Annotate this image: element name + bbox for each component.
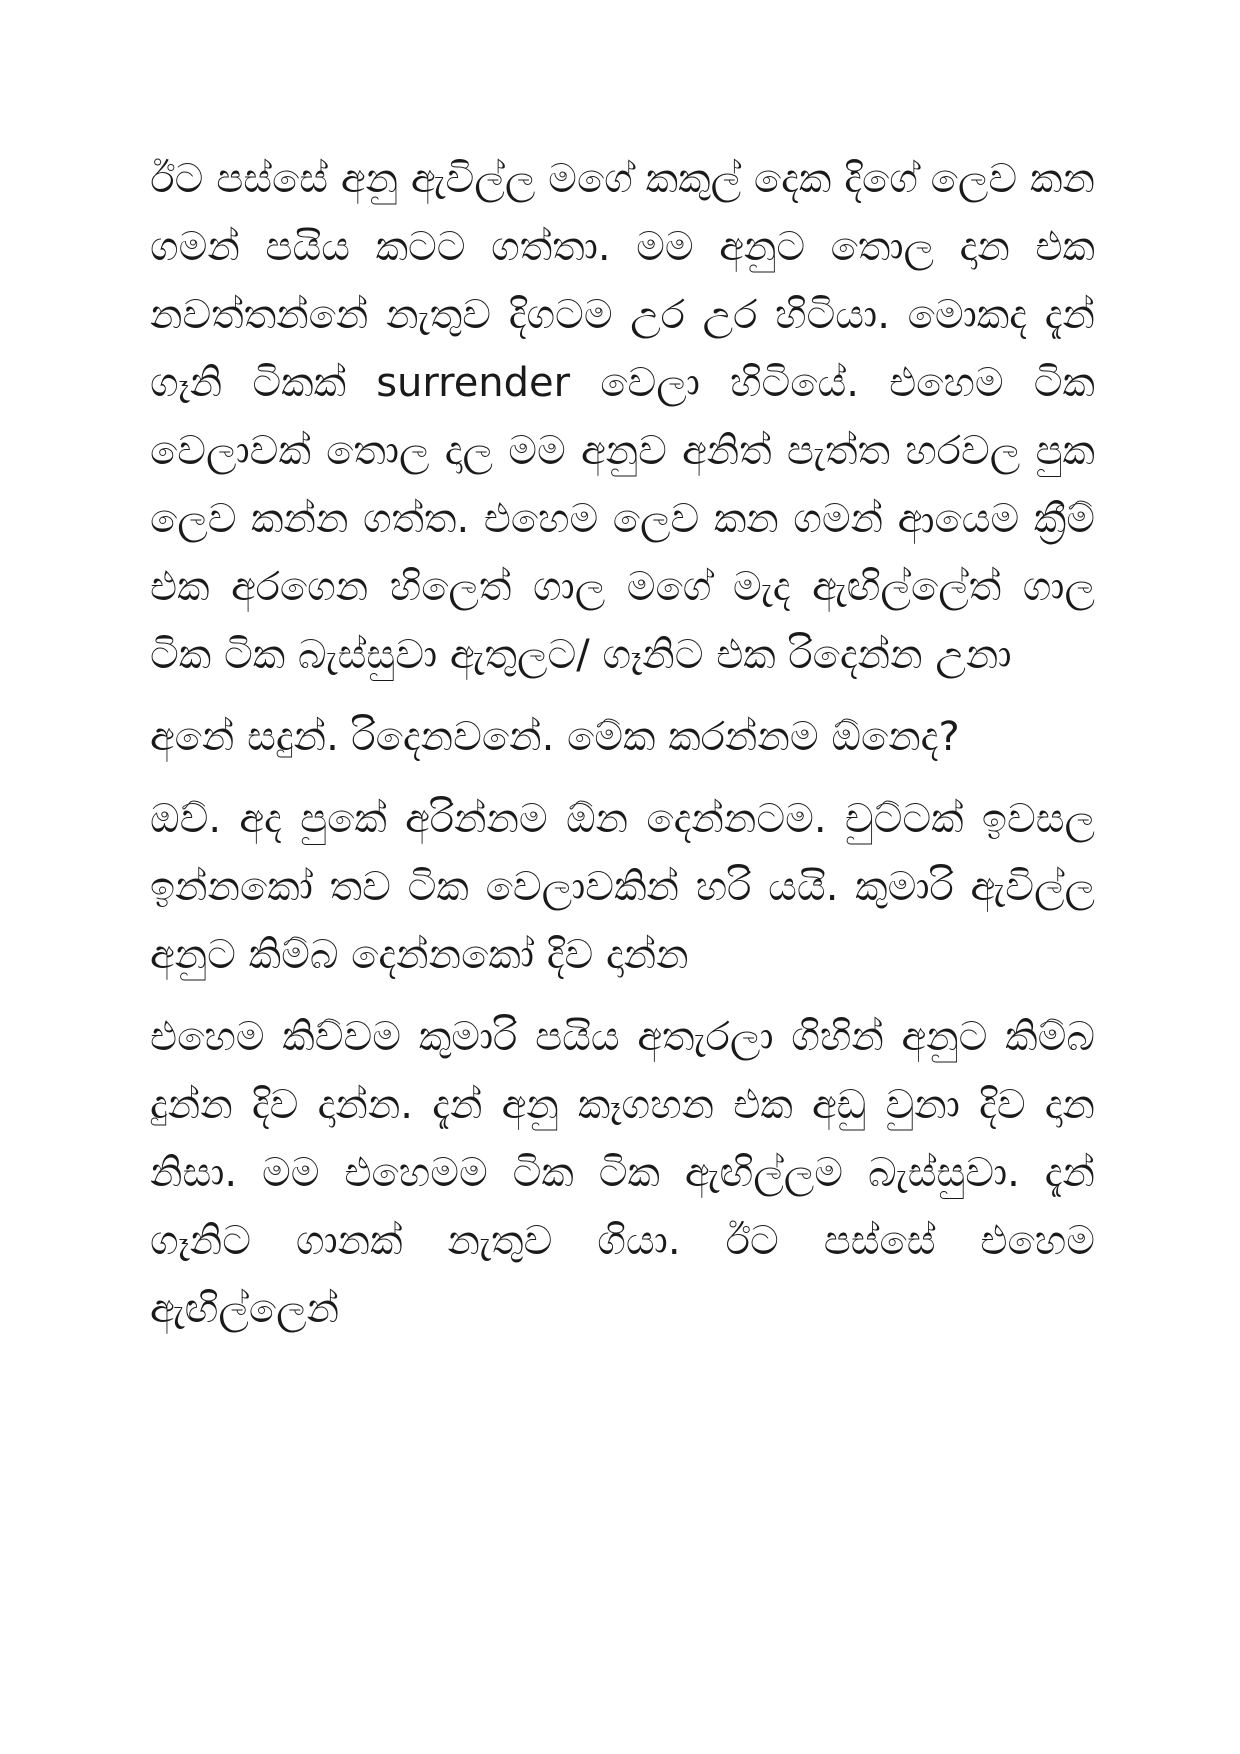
paragraph-2: අනේ සදුන්. රිදෙනවනේ. මේක කරන්නම ඕනෙද?: [150, 714, 960, 760]
paragraph-1: ඊට පස්සේ අනු ඇවිල්ල මගේ කකුල් දෙක දිගේ ලෙව කන ගමන් පයිය කටට ගත්තා. මම අනුට තොල දාන එක නවත්තන්නේ නැතුව දිගටම උර උර හිටියා. මොකද දැන් ගෑනි ටිකක් surrender වෙලා හිටියේ. එහෙම ටික වෙලාවක් තොල දාල මම අනුව අනිත් පැත්ත හරවල පුක ලෙව කන්න ගත්ත. එහෙම ලෙව කන ගමන් ආයෙම ක්‍රීම් එක අරගෙන හිලෙත් ගාල මගේ මැද ඇඟිල්ලේත් ගාල ටික ටික බැස්සුවා ඇතුලට/ ගෑනිට එක රිදෙන්න උනා: [150, 156, 1095, 678]
body-text: [150, 145, 1095, 1357]
paragraph-3: ඔව්. අද පුකේ අරින්නම ඕන දෙන්නටම. චුට්ටක් ඉවසල ඉන්නකෝ තව ටික වෙලාවකින් හරි යයි. කුමාරි ඇවිල්ල අනුට කිම්බ දෙන්නකෝ දිව දාන්න: [150, 796, 1095, 978]
paragraph-4: එහෙම කිව්වම කුමාරි පයිය අතැරලා ගිහින් අනුට කිම්බ දුන්න දිව දාන්න. දැන් අනු කෑගහන එක අඩු වුනා දිව දාන නිසා. මම එහෙමම ටික ටික ඇඟිල්ලම බැස්සුවා. දැන් ගෑනිට ගානක් නැතුව ගියා. ඊට පස්සේ එහෙම ඇඟිල්ලෙන්: [150, 1014, 1095, 1332]
